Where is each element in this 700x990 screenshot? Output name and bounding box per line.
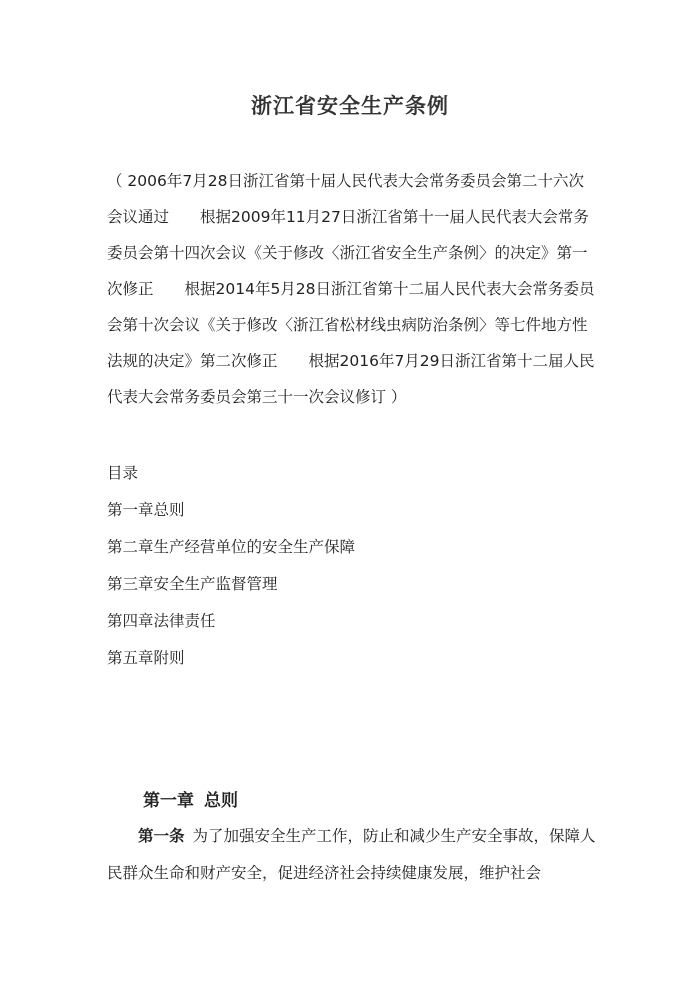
article-1 bbox=[107, 818, 597, 892]
toc-item-chapter-1: 第一章总则 bbox=[107, 501, 185, 519]
toc-item-chapter-4: 第四章法律责任 bbox=[107, 612, 216, 630]
toc-heading: 目录 bbox=[107, 464, 139, 482]
document-title: 浙江省安全生产条例 bbox=[251, 94, 449, 118]
chapter-name: 总则 bbox=[204, 791, 238, 811]
table-of-contents bbox=[107, 455, 597, 677]
toc-item-chapter-5: 第五章附则 bbox=[107, 649, 185, 667]
chapter-heading bbox=[143, 786, 238, 811]
toc-item-chapter-3: 第三章安全生产监督管理 bbox=[107, 575, 278, 593]
article-label: 第一条 bbox=[138, 827, 185, 845]
revision-note: （ 2006年7月28日浙江省第十届人民代表大会常务委员会第二十六次会议通过 根据2009年11月27日浙江省第十一届人民代表大会常务委员会第十四次会议《关于修改〈浙江省安全生产条例〉的决定》第一次修正 根据2014年5月28日浙江省第十二届人民代表大会常务委员会第十次会议《关于修改〈浙江省松材线虫病防治条例〉等七件地方性法规的决定》第二次修正 根据2016年7月29日浙江省第十二届人民代表大会常务委员会第三十一次会议修订 ） bbox=[107, 172, 595, 406]
chapter-number: 第一章 bbox=[143, 791, 194, 811]
article-text: 为了加强安全生产工作，防止和减少生产安全事故，保障人民群众生命和财产安全，促进经济社会持续健康发展，维护社会 bbox=[107, 827, 596, 882]
toc-item-chapter-2: 第二章生产经营单位的安全生产保障 bbox=[107, 538, 356, 556]
